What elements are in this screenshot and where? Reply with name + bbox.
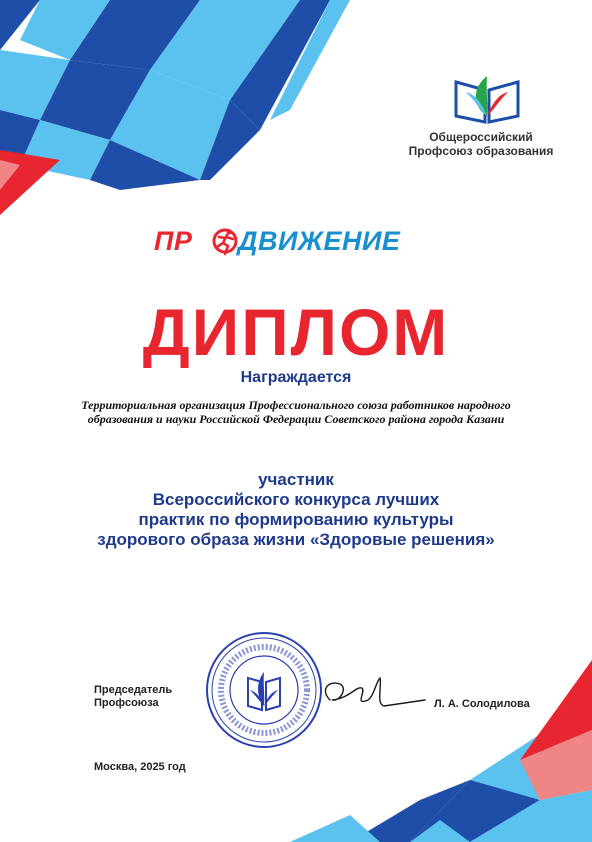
achievement-text [0,470,592,550]
signer-position-line1: Председатель [94,684,173,696]
achievement-line4: здорового образа жизни «Здоровые решения» [97,530,495,549]
recipient-line1: Территориальная организация Профессионального союза работников народного [81,398,511,412]
recipient-line2: образования и науки Российской Федерации Советского района города Казани [87,412,505,426]
brand-part2: ДВИЖЕНИЕ [238,226,401,256]
handwritten-signature-icon [310,670,430,720]
awarded-label: Награждается [240,369,352,386]
achievement-line3: практик по формированию культуры [138,510,454,529]
signer-position-line2: Профсоюза [94,697,159,709]
signer-position [94,684,172,710]
brand-logo [154,226,444,256]
recipient-name [40,398,552,426]
page-title: ДИПЛОМ [142,295,450,369]
union-seal-icon [204,630,324,750]
place-date: Москва, 2025 год [94,761,186,773]
signer-name: Л. А. Солодилова [434,698,530,710]
achievement-line1: участник [258,470,334,489]
union-name [396,130,566,158]
union-name-line1: Общероссийский [429,130,533,144]
union-name-line2: Профсоюз образования [408,144,554,158]
brand-part1: ПР [154,226,193,256]
running-man-icon [210,226,240,256]
achievement-line2: Всероссийского конкурса лучших [152,490,440,509]
profsoyuz-emblem-icon [452,72,522,124]
